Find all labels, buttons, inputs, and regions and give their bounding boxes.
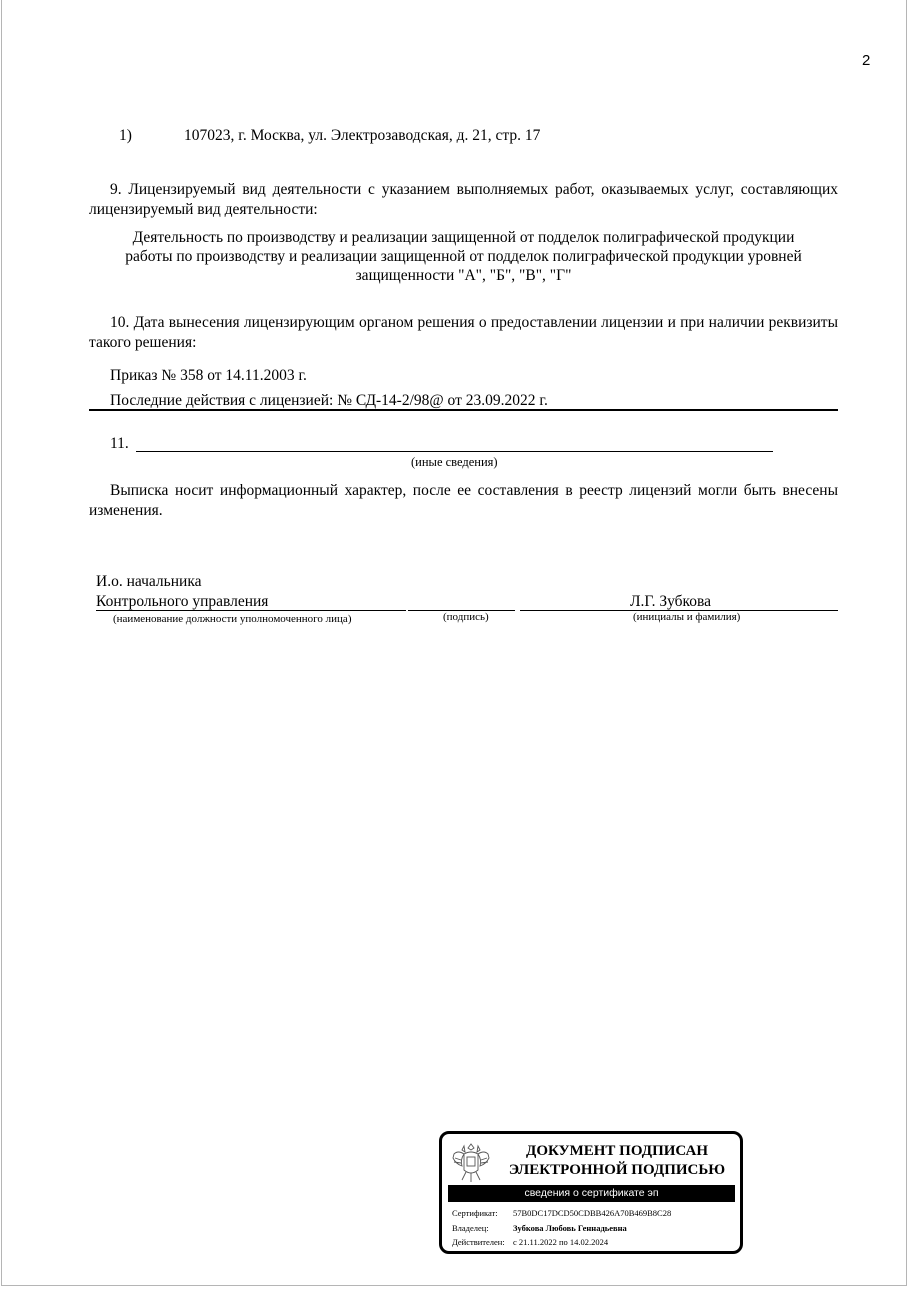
activity-line-2: работы по производству и реализации защищенной от подделок полиграфической продукции уровней [125, 248, 802, 265]
stamp-title-line-1: ДОКУМЕНТ ПОДПИСАН [526, 1143, 708, 1159]
position-underline [96, 610, 406, 611]
owner-value: Зубкова Любовь Геннадьевна [513, 1223, 627, 1233]
stamp-title-line-2: ЭЛЕКТРОННОЙ ПОДПИСЬЮ [508, 1162, 726, 1178]
position-line-1: И.о. начальника [96, 573, 202, 590]
item-9-text: 9. Лицензируемый вид деятельности с указанием выполняемых работ, оказываемых услуг, составляющих лицензируемый вид деятельности: [89, 181, 838, 218]
item-11-underline [136, 451, 773, 452]
notice-text: Выписка носит информационный характер, после ее составления в реестр лицензий могли быть внесены изменения. [89, 482, 838, 519]
item-11-caption: (иные сведения) [411, 455, 498, 469]
e-signature-stamp [439, 1131, 743, 1254]
activity-description [89, 228, 838, 285]
address-text: 107023, г. Москва, ул. Электрозаводская, д. 21, стр. 17 [184, 127, 541, 144]
coat-of-arms-icon [450, 1140, 492, 1186]
position-line-2: Контрольного управления [96, 593, 269, 610]
valid-label: Действителен: [452, 1237, 505, 1247]
activity-line-1: Деятельность по производству и реализации защищенной от подделок полиграфической продукции [132, 229, 795, 246]
certificate-label: Сертификат: [452, 1208, 498, 1218]
certificate-info-bar: сведения о сертификате эп [448, 1185, 735, 1202]
owner-label: Владелец: [452, 1223, 489, 1233]
page-number: 2 [862, 52, 871, 69]
caption-position: (наименование должности уполномоченного лица) [113, 613, 352, 625]
certificate-value: 57B0DC17DCD50CDBB426A70B469B8C28 [513, 1208, 672, 1218]
order-text: Приказ № 358 от 14.11.2003 г. [110, 367, 307, 384]
item-11-label: 11. [110, 435, 129, 452]
address-index: 1) [119, 127, 132, 144]
item-10-text: 10. Дата вынесения лицензирующим органом решения о предоставлении лицензии и при наличии реквизиты такого решения: [89, 314, 838, 351]
caption-signature: (подпись) [443, 611, 489, 623]
signer-name: Л.Г. Зубкова [630, 593, 712, 610]
activity-line-3: защищенности "А", "Б", "В", "Г" [355, 267, 572, 284]
valid-value: с 21.11.2022 по 14.02.2024 [513, 1237, 609, 1247]
last-actions-text: Последние действия с лицензией: № СД-14-2/98@ от 23.09.2022 г. [110, 392, 548, 409]
divider-line [89, 409, 838, 411]
caption-name: (инициалы и фамилия) [633, 611, 741, 623]
